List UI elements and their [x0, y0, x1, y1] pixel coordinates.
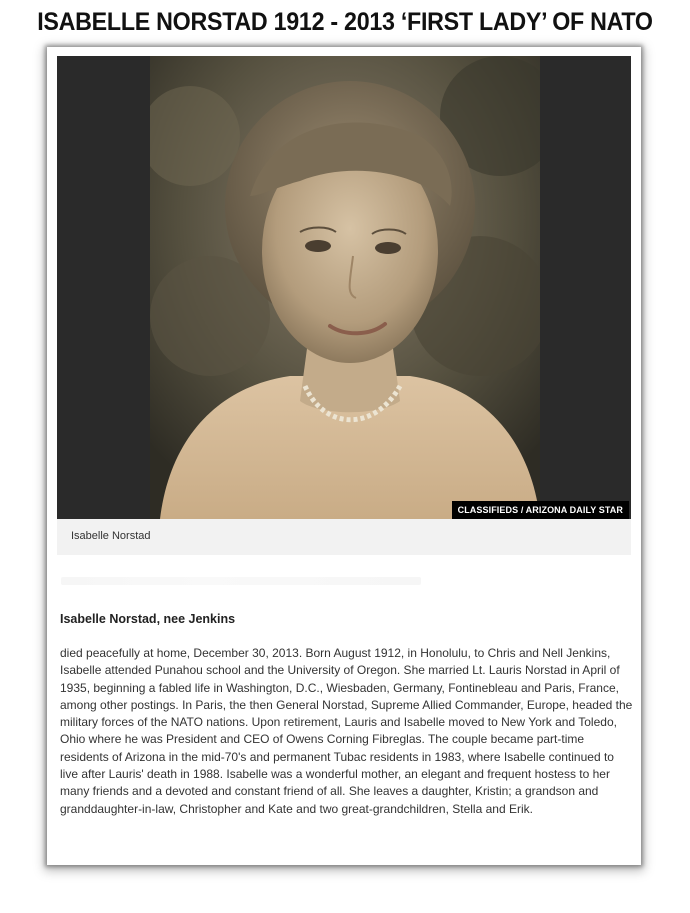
card-bottom-fade: [47, 851, 641, 865]
photo-caption: Isabelle Norstad: [71, 530, 151, 542]
photo-frame: [57, 56, 631, 519]
obituary-card: [47, 47, 641, 865]
caption-bar: [57, 519, 631, 555]
faded-byline: [61, 577, 421, 585]
photo-credit: CLASSIFIEDS / ARIZONA DAILY STAR: [452, 501, 629, 519]
page-headline: ISABELLE NORSTAD 1912 - 2013 ‘FIRST LADY’ OF NATO: [37, 8, 653, 36]
article-heading: Isabelle Norstad, nee Jenkins: [60, 612, 236, 626]
article-body: died peacefully at home, December 30, 2013. Born August 1912, in Honolulu, to Chris and Nell Jenkins, Isabelle attended Punahou school and the University of Oregon. She married Lt. Lauris Norstad in April of 1935, beginning a fabled life in Washington, D.C., Wiesbaden, Germany, Fontinebleau and Paris, France, among other postings. In Paris, the then General Norstad, Supreme Allied Commander, Europe, headed the military forces of the NATO nations. Upon retirement, Lauris and Isabelle moved to New York and Toledo, Ohio where he was President and CEO of Owens Corning Fibreglas. The couple became part-time residents of Arizona in the mid-70's and permanent Tubac residents in 1983, where Isabelle continued to live after Lauris' death in 1988. Isabelle was a wonderful mother, an elegant and frequent hostess to her many friends and a devoted and constant friend of all. She leaves a daughter, Kristin; a grandson and granddaughter-in-law, Christopher and Kate and two great-grandchildren, Stella and Erik.: [60, 646, 633, 816]
portrait-photo: [150, 56, 540, 519]
